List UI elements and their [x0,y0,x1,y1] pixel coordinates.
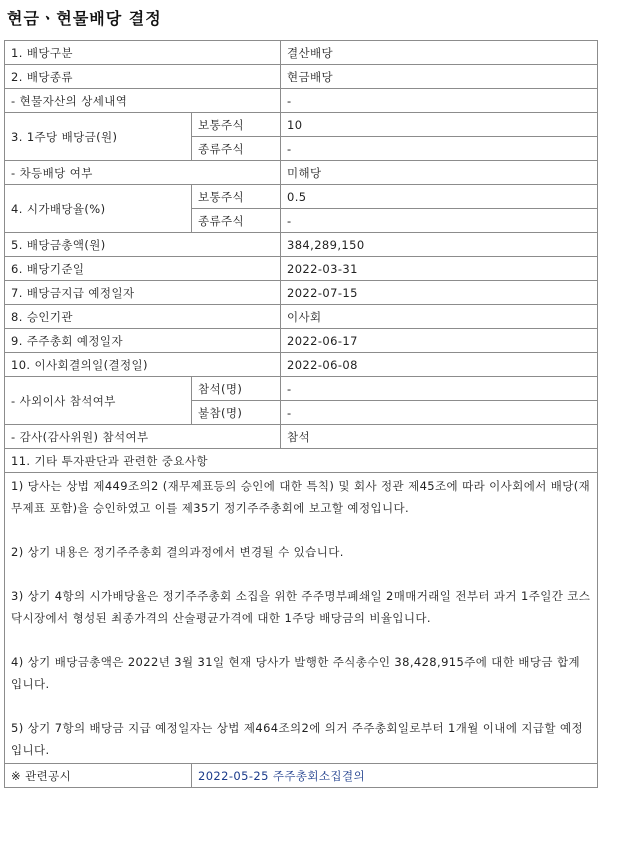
row-value: - [281,401,598,425]
row-label: 9. 주주총회 예정일자 [5,329,281,353]
table-row [5,305,598,329]
table-row [5,425,598,449]
row-value: 10 [281,113,598,137]
row-label: - 현물자산의 상세내역 [5,89,281,113]
table-row [5,281,598,305]
table-row [5,353,598,377]
row-label: 7. 배당금지급 예정일자 [5,281,281,305]
row-value: 이사회 [281,305,598,329]
row-sublabel: 보통주식 [192,185,281,209]
row-value: - [281,89,598,113]
table-row [5,764,598,788]
row-label: 5. 배당금총액(원) [5,233,281,257]
table-row [5,161,598,185]
row-value: 미해당 [281,161,598,185]
notes-cell [5,473,598,764]
row-value: - [281,209,598,233]
row-value: 2022-06-17 [281,329,598,353]
note-paragraph: 4) 상기 배당금총액은 2022년 3월 31일 현재 당사가 발행한 주식총수인 38,428,915주에 대한 배당금 합계입니다. [11,655,580,691]
related-label: ※ 관련공시 [5,764,192,788]
note-paragraph: 3) 상기 4항의 시가배당율은 정기주주총회 소집을 위한 주주명부폐쇄일 2매매거래일 전부터 과거 1주일간 코스닥시장에서 형성된 최종가격의 산술평균가격에 대한 1주당 배당금의 비율입니다. [11,589,591,625]
table-row [5,233,598,257]
note-paragraph: 2) 상기 내용은 정기주주총회 결의과정에서 변경될 수 있습니다. [11,545,344,559]
row-value: 2022-07-15 [281,281,598,305]
row-label: - 사외이사 참석여부 [5,377,192,425]
row-sublabel: 종류주식 [192,209,281,233]
table-row [5,377,598,401]
row-label: 2. 배당종류 [5,65,281,89]
row-sublabel: 보통주식 [192,113,281,137]
table-row [5,113,598,137]
section-header: 11. 기타 투자판단과 관련한 중요사항 [5,449,598,473]
row-label: 3. 1주당 배당금(원) [5,113,192,161]
disclosure-table [4,40,598,788]
row-value: 384,289,150 [281,233,598,257]
row-value: 결산배당 [281,41,598,65]
table-row [5,41,598,65]
table-row [5,257,598,281]
note-paragraph: 1) 당사는 상법 제449조의2 (재무제표등의 승인에 대한 특칙) 및 회사 정관 제45조에 따라 이사회에서 배당(재무제표 포함)을 승인하였고 이를 제35기 정기주주총회에 보고할 예정입니다. [11,479,591,515]
row-value: - [281,137,598,161]
row-label: 8. 승인기관 [5,305,281,329]
table-row [5,473,598,764]
row-value: 0.5 [281,185,598,209]
row-value: 2022-06-08 [281,353,598,377]
page-title: 현금ㆍ현물배당 결정 [7,9,162,28]
related-cell [192,764,598,788]
row-sublabel: 참석(명) [192,377,281,401]
table-row [5,65,598,89]
row-value: 참석 [281,425,598,449]
table-row [5,449,598,473]
table-row [5,185,598,209]
row-label: 6. 배당기준일 [5,257,281,281]
row-sublabel: 종류주식 [192,137,281,161]
row-label: - 차등배당 여부 [5,161,281,185]
note-paragraph: 5) 상기 7항의 배당금 지급 예정일자는 상법 제464조의2에 의거 주주총회일로부터 1개월 이내에 지급할 예정입니다. [11,721,583,757]
row-label: 4. 시가배당율(%) [5,185,192,233]
row-value: - [281,377,598,401]
row-label: 1. 배당구분 [5,41,281,65]
related-disclosure-link[interactable]: 2022-05-25 주주총회소집결의 [198,768,365,783]
table-row [5,89,598,113]
row-label: 10. 이사회결의일(결정일) [5,353,281,377]
row-value: 2022-03-31 [281,257,598,281]
table-row [5,329,598,353]
row-label: - 감사(감사위원) 참석여부 [5,425,281,449]
row-sublabel: 불참(명) [192,401,281,425]
row-value: 현금배당 [281,65,598,89]
